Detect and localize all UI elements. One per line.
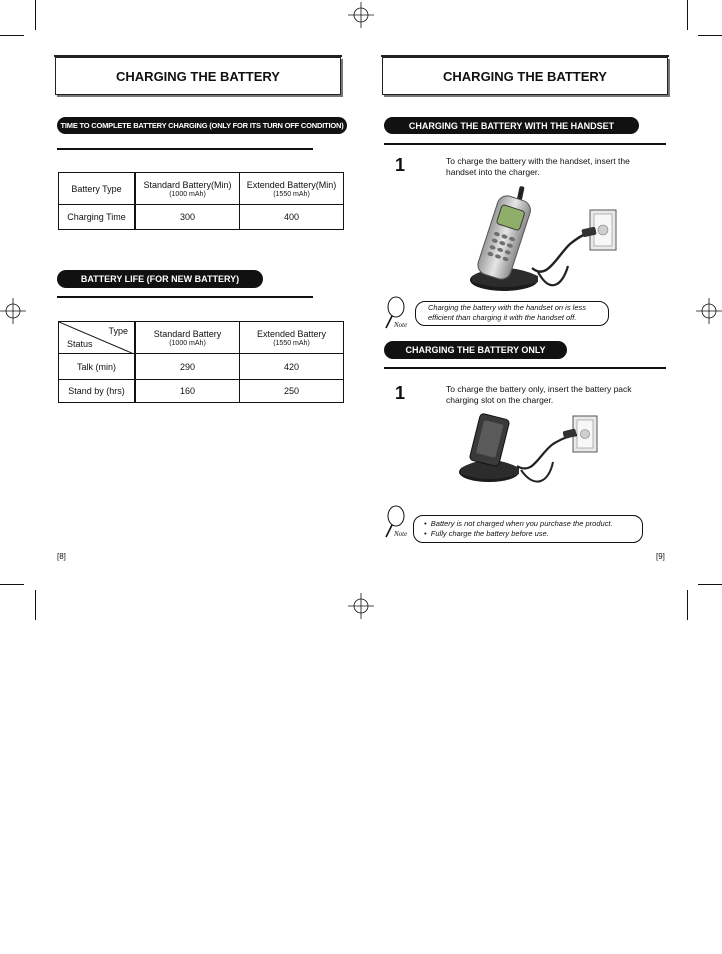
section-heading-text: BATTERY LIFE (FOR NEW BATTERY): [80, 274, 240, 284]
value-standard: 160: [135, 380, 240, 403]
note-text: Charging the battery with the handset on is less efficient than charging it with the handset off.: [428, 303, 587, 322]
crop-mark: [0, 584, 24, 585]
table-row: [59, 380, 344, 403]
header-cell-battery-type: Battery Type: [59, 173, 136, 205]
row-label: Stand by (hrs): [59, 380, 136, 403]
section-rule: [384, 367, 666, 369]
svg-text:Note: Note: [394, 530, 408, 538]
battery-life-table: [58, 321, 344, 403]
value-standard: 300: [135, 205, 240, 230]
row-label: Talk (min): [59, 354, 136, 380]
value-extended: 420: [240, 354, 344, 380]
section-heading-with-handset: [384, 117, 639, 134]
page-number-right: [9]: [656, 552, 665, 561]
step-number: 1: [395, 155, 406, 175]
crop-mark: [687, 0, 688, 30]
section-heading-text: CHARGING THE BATTERY ONLY: [405, 345, 546, 355]
step-text: To charge the battery with the handset, insert the handset into the charger.: [446, 156, 630, 177]
right-title-text: CHARGING THE BATTERY: [443, 68, 607, 84]
note-item: • Battery is not charged when you purchase the product.: [424, 519, 613, 528]
header-cell-standard: Standard Battery(Min) (1000 mAh): [135, 173, 240, 205]
battery-charger-illustration: [455, 410, 605, 490]
handset-icon: [475, 193, 533, 281]
handset-charger-illustration: [462, 186, 620, 296]
note-item: • Fully charge the battery before use.: [424, 529, 549, 538]
crop-mark: [698, 584, 722, 585]
value-extended: 250: [240, 380, 344, 403]
header-cell-type-status: [59, 322, 136, 354]
section-heading-text: CHARGING THE BATTERY WITH THE HANDSET: [408, 120, 615, 131]
crop-mark: [698, 35, 722, 36]
value-extended: 400: [240, 205, 344, 230]
diag-type-label: Type: [108, 326, 128, 336]
section-heading-text: TIME TO COMPLETE BATTERY CHARGING (ONLY FOR ITS TURN OFF CONDITION): [60, 121, 344, 130]
registration-mark-bottom: [346, 593, 376, 619]
header-cell-standard: Standard Battery (1000 mAh): [135, 322, 240, 354]
header-cell-extended: Extended Battery (1550 mAh): [240, 322, 344, 354]
charging-time-table: [58, 172, 344, 230]
battery-pack-icon: [469, 413, 510, 467]
crop-mark: [0, 35, 24, 36]
crop-mark: [35, 0, 36, 30]
note-box: [415, 301, 609, 326]
note-icon: [383, 505, 411, 541]
crop-mark: [35, 590, 36, 620]
section-rule: [57, 296, 313, 298]
section-heading-battery-life: [57, 270, 263, 288]
crop-mark: [687, 590, 688, 620]
registration-mark-right: [696, 296, 722, 326]
note-box-list: [413, 515, 643, 543]
registration-mark-left: [0, 296, 26, 326]
page-number-left: [8]: [57, 552, 66, 561]
step-text: To charge the battery only, insert the battery pack charging slot on the charger.: [446, 384, 632, 405]
svg-text:Note: Note: [394, 321, 408, 329]
section-rule: [57, 148, 313, 150]
note-icon: [383, 296, 411, 332]
value-standard: 290: [135, 354, 240, 380]
header-cell-extended: Extended Battery(Min) (1550 mAh): [240, 173, 344, 205]
row-label-charging-time: Charging Time: [59, 205, 136, 230]
right-page-title: [382, 57, 668, 95]
table-row: [59, 354, 344, 380]
section-heading-battery-only: [384, 341, 567, 359]
diag-status-label: Status: [67, 339, 93, 349]
registration-mark-top: [346, 2, 376, 28]
left-title-text: CHARGING THE BATTERY: [116, 68, 280, 84]
section-rule: [384, 143, 666, 145]
section-heading-charging-time: [57, 117, 347, 134]
step-number: 1: [395, 383, 406, 403]
left-page-title: [55, 57, 341, 95]
